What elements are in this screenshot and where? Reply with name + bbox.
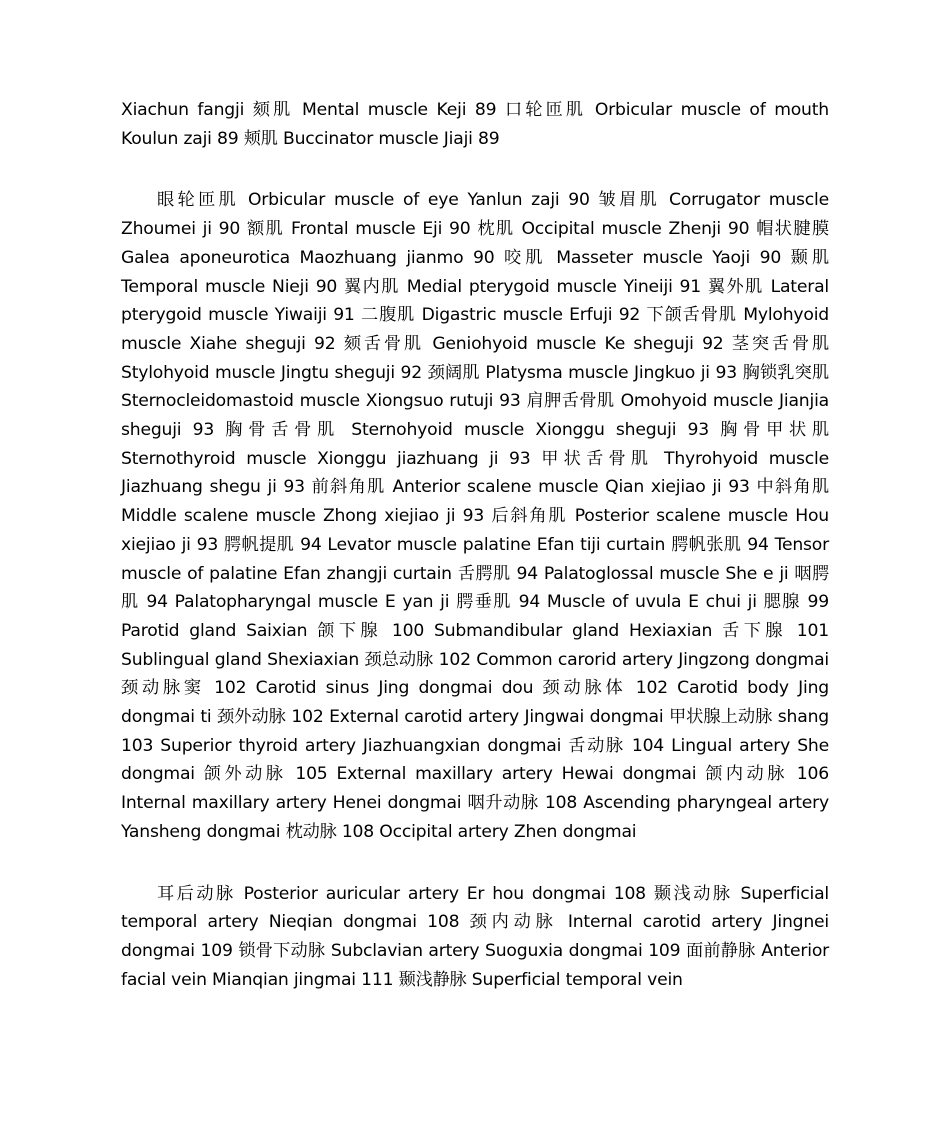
paragraph-2: 眼轮匝肌 Orbicular muscle of eye Yanlun zaji 90 皱眉肌 Corrugator muscle Zhoumei ji 90 额肌 Frontal muscle Eji 90 枕肌 Occipital muscle Zhenji 90 帽状腱膜 Galea aponeurotica Maozhuang jianmo 90 咬肌 Masseter muscle Yaoji 90 颞肌 Temporal muscle Nieji 90 翼内肌 Medial pterygoid muscle Yineiji 91 翼外肌 Lateral pterygoid muscle Yiwaiji 91 二腹肌 Digastric muscle Erfuji 92 下颌舌骨肌 Mylohyoid muscle Xiahe sheguji 92 颏舌骨肌 Geniohyoid muscle Ke sheguji 92 茎突舌骨肌 Stylohyoid muscle Jingtu sheguji 92 颈阔肌 Platysma muscle Jingkuo ji 93 胸锁乳突肌 Sternocleidomastoid muscle Xiongsuo rutuji 93 肩胛舌骨肌 Omohyoid muscle Jianjia sheguji 93 胸骨舌骨肌 Sternohyoid muscle Xionggu sheguji 93 胸骨甲状肌 Sternothyroid muscle Xionggu jiazhuang ji 93 甲状舌骨肌 Thyrohyoid muscle Jiazhuang shegu ji 93 前斜角肌 Anterior scalene muscle Qian xiejiao ji 93 中斜角肌 Middle scalene muscle Zhong xiejiao ji 93 后斜角肌 Posterior scalene muscle Hou xiejiao ji 93 腭帆提肌 94 Levator muscle palatine Efan tiji curtain 腭帆张肌 94 Tensor muscle of palatine Efan zhangji curtain 舌腭肌 94 Palatoglossal muscle She e ji 咽腭肌 94 Palatopharyngal muscle E yan ji 腭垂肌 94 Muscle of uvula E chui ji 腮腺 99 Parotid gland Saixian 颌下腺 100 Submandibular gland Hexiaxian 舌下腺 101 Sublingual gland Shexiaxian 颈总动脉 102 Common carorid artery Jingzong dongmai 颈动脉窦 102 Carotid sinus Jing dongmai dou 颈动脉体 102 Carotid body Jing dongmai ti 颈外动脉 102 External carotid artery Jingwai dongmai 甲状腺上动脉 shang 103 Superior thyroid artery Jiazhuangxian dongmai 舌动脉 104 Lingual artery She dongmai 颌外动脉 105 External maxillary artery Hewai dongmai 颌内动脉 106 Internal maxillary artery Henei dongmai 咽升动脉 108 Ascending pharyngeal artery Yansheng dongmai 枕动脉 108 Occipital artery Zhen dongmai <box>121 190 829 842</box>
paragraph-gap <box>121 847 829 880</box>
paragraph-1: Xiachun fangji 颏肌 Mental muscle Keji 89 口轮匝肌 Orbicular muscle of mouth Koulun zaji 89 颊肌 Buccinator muscle Jiaji 89 <box>121 100 829 149</box>
paragraph-gap <box>121 153 829 186</box>
document-page <box>121 96 829 994</box>
paragraph-3: 耳后动脉 Posterior auricular artery Er hou dongmai 108 颞浅动脉 Superficial temporal artery Nieqian dongmai 108 颈内动脉 Internal carotid artery Jingnei dongmai 109 锁骨下动脉 Subclavian artery Suoguxia dongmai 109 面前静脉 Anterior facial vein Mianqian jingmai 111 颞浅静脉 Superficial temporal vein <box>121 883 829 990</box>
